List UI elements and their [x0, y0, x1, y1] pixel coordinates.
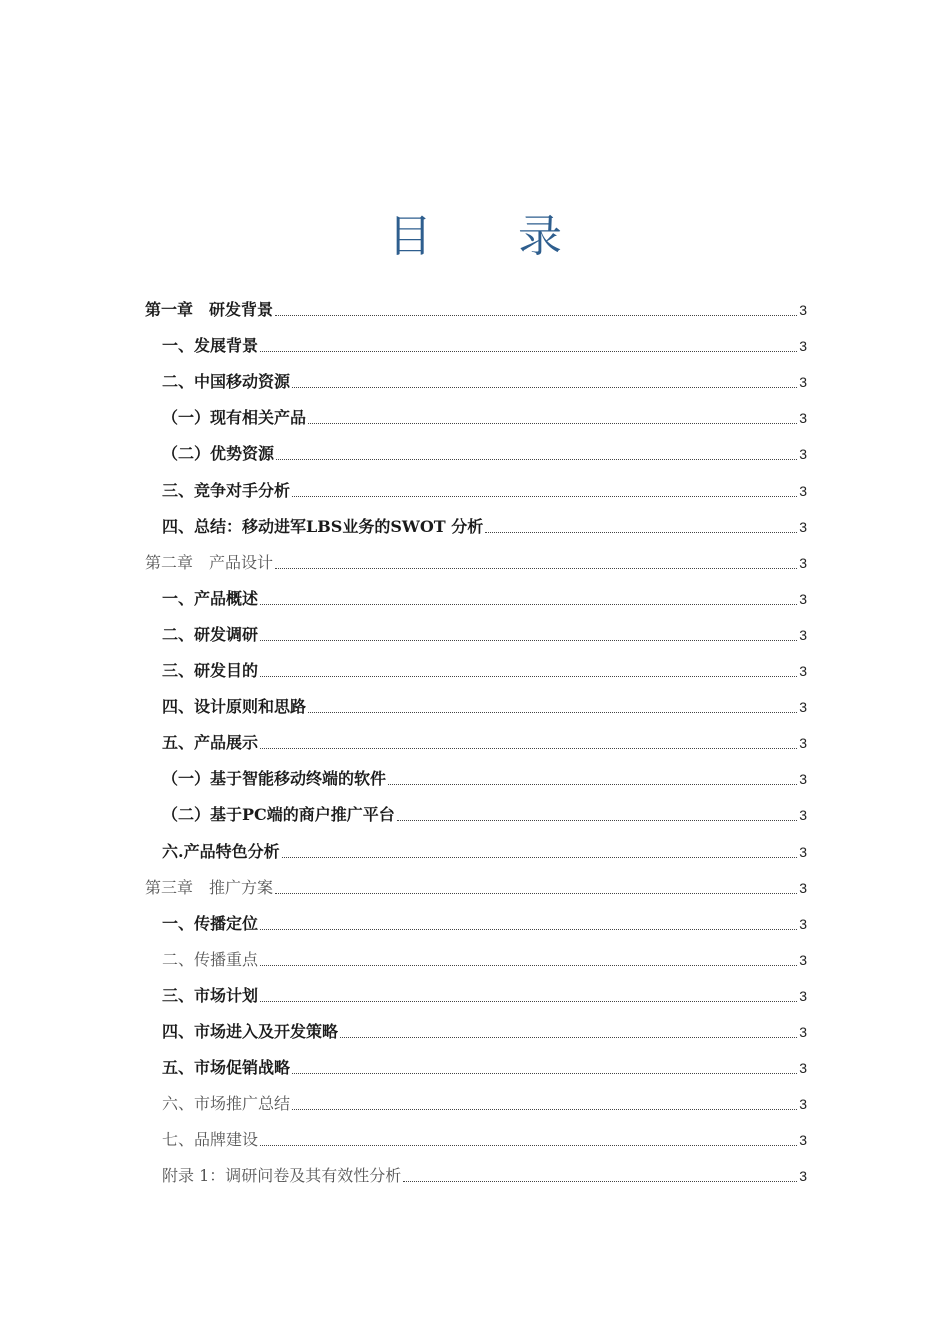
- toc-leader-dots: [403, 1180, 797, 1182]
- toc-entry[interactable]: [162, 826, 807, 862]
- toc-entry[interactable]: [162, 465, 807, 501]
- toc-entry-label: 三、研发目的: [162, 661, 259, 680]
- toc-leader-dots: [292, 495, 797, 497]
- toc-page-number: 3: [799, 554, 807, 571]
- toc-page-number: 3: [799, 1168, 807, 1185]
- toc-entry[interactable]: [162, 501, 807, 537]
- toc-leader-dots: [308, 422, 797, 424]
- toc-leader-dots: [292, 1072, 797, 1074]
- toc-entry[interactable]: [145, 284, 807, 320]
- toc-entry-label: 第二章 产品设计: [145, 552, 274, 572]
- toc-entry[interactable]: [162, 898, 807, 934]
- toc-leader-dots: [292, 386, 797, 388]
- toc-entry-label: 第一章 研发背景: [145, 300, 274, 319]
- toc-leader-dots: [260, 747, 797, 749]
- toc-entry-label: 四、设计原则和思路: [162, 697, 307, 717]
- toc-entry-label: （一）现有相关产品: [162, 408, 307, 428]
- toc-leader-dots: [340, 1036, 797, 1038]
- toc-entry[interactable]: [162, 320, 807, 356]
- toc-page-number: 3: [799, 1060, 807, 1077]
- toc-entry[interactable]: [162, 970, 807, 1006]
- toc-page-number: 3: [799, 699, 807, 716]
- toc-entry-label: 五、市场促销战略: [162, 1058, 291, 1078]
- toc-leader-dots: [485, 531, 797, 533]
- toc-entry-label: 二、研发调研: [162, 624, 259, 644]
- toc-page-number: 3: [799, 771, 807, 788]
- toc-page-number: 3: [799, 1096, 807, 1113]
- toc-page-number: 3: [799, 446, 807, 463]
- toc-page-number: 3: [799, 807, 807, 824]
- toc-entry-label: 四、总结：移动进军LBS业务的SWOT 分析: [162, 516, 484, 536]
- toc-entry-label: 三、竞争对手分析: [162, 480, 291, 500]
- toc-entry[interactable]: [162, 1114, 807, 1150]
- toc-entry[interactable]: [162, 1078, 807, 1114]
- toc-page-number: 3: [799, 590, 807, 607]
- toc-entry[interactable]: [162, 681, 807, 717]
- toc-entry[interactable]: [162, 645, 807, 681]
- toc-entry[interactable]: [162, 717, 807, 753]
- toc-entry-label: （一）基于智能移动终端的软件: [162, 769, 387, 789]
- toc-page-number: 3: [799, 302, 807, 318]
- toc-entry-label: 三、市场计划: [162, 985, 259, 1005]
- toc-leader-dots: [275, 567, 797, 569]
- toc-page-number: 3: [799, 879, 807, 896]
- toc-entry-label: 四、市场进入及开发策略: [162, 1022, 339, 1041]
- toc-entry-label: 七、品牌建设: [162, 1130, 259, 1150]
- toc-entry[interactable]: [145, 537, 807, 573]
- toc-leader-dots: [292, 1108, 797, 1110]
- toc-entry-label: 五、产品展示: [162, 733, 259, 753]
- toc-entry-label: 一、产品概述: [162, 588, 259, 608]
- toc-page-number: 3: [799, 482, 807, 499]
- toc-leader-dots: [276, 458, 797, 460]
- toc-entry[interactable]: [162, 789, 807, 825]
- toc-page-number: 3: [799, 987, 807, 1004]
- toc-entry-label: 六、市场推广总结: [162, 1094, 291, 1114]
- toc-leader-dots: [275, 892, 797, 894]
- toc-entry-label: （二）基于PC端的商户推广平台: [162, 805, 395, 825]
- toc-page-number: 3: [799, 374, 807, 391]
- toc-page-number: 3: [799, 1024, 807, 1040]
- toc-entry[interactable]: [162, 1042, 807, 1078]
- toc-entry[interactable]: [162, 392, 807, 428]
- toc-leader-dots: [260, 1144, 797, 1146]
- toc-entry-label: 附录 1：调研问卷及其有效性分析: [162, 1166, 402, 1186]
- toc-entry[interactable]: [162, 573, 807, 609]
- toc-page-number: 3: [799, 915, 807, 932]
- toc-leader-dots: [260, 928, 797, 930]
- toc-leader-dots: [397, 819, 797, 821]
- toc-leader-dots: [260, 603, 797, 605]
- toc-leader-dots: [282, 856, 798, 858]
- toc-entry-label: 一、发展背景: [162, 336, 259, 356]
- toc-page-number: 3: [799, 626, 807, 643]
- toc-leader-dots: [260, 350, 797, 352]
- toc-entry-label: 第三章 推广方案: [145, 877, 274, 897]
- toc-entry-label: 六.产品特色分析: [162, 841, 280, 861]
- toc-page-number: 3: [799, 338, 807, 355]
- toc-entry[interactable]: [145, 862, 807, 898]
- toc-page-number: 3: [799, 843, 807, 860]
- toc-entry[interactable]: [162, 1150, 807, 1186]
- toc-entry-label: 一、传播定位: [162, 913, 259, 933]
- toc-leader-dots: [308, 711, 797, 713]
- toc-leader-dots: [260, 1000, 797, 1002]
- toc-entry[interactable]: [162, 428, 807, 464]
- toc-entry-label: （二）优势资源: [162, 444, 275, 464]
- toc-page-number: 3: [799, 1132, 807, 1149]
- toc-page-number: 3: [799, 735, 807, 752]
- toc-entry[interactable]: [162, 934, 807, 970]
- toc-page-number: 3: [799, 951, 807, 968]
- toc-leader-dots: [260, 639, 797, 641]
- toc-entry[interactable]: [162, 609, 807, 645]
- toc-leader-dots: [275, 314, 797, 316]
- toc-entry-label: 二、传播重点: [162, 949, 259, 969]
- toc-entry-label: 二、中国移动资源: [162, 372, 291, 392]
- toc-title: 目 录: [388, 211, 598, 263]
- toc-page-number: 3: [799, 663, 807, 679]
- toc-leader-dots: [260, 964, 797, 966]
- toc-leader-dots: [260, 675, 797, 677]
- toc-entry[interactable]: [162, 356, 807, 392]
- toc-entry[interactable]: [162, 1006, 807, 1042]
- toc-page-number: 3: [799, 410, 807, 427]
- toc-leader-dots: [388, 783, 797, 785]
- toc-page-number: 3: [799, 518, 807, 535]
- toc-entry[interactable]: [162, 753, 807, 789]
